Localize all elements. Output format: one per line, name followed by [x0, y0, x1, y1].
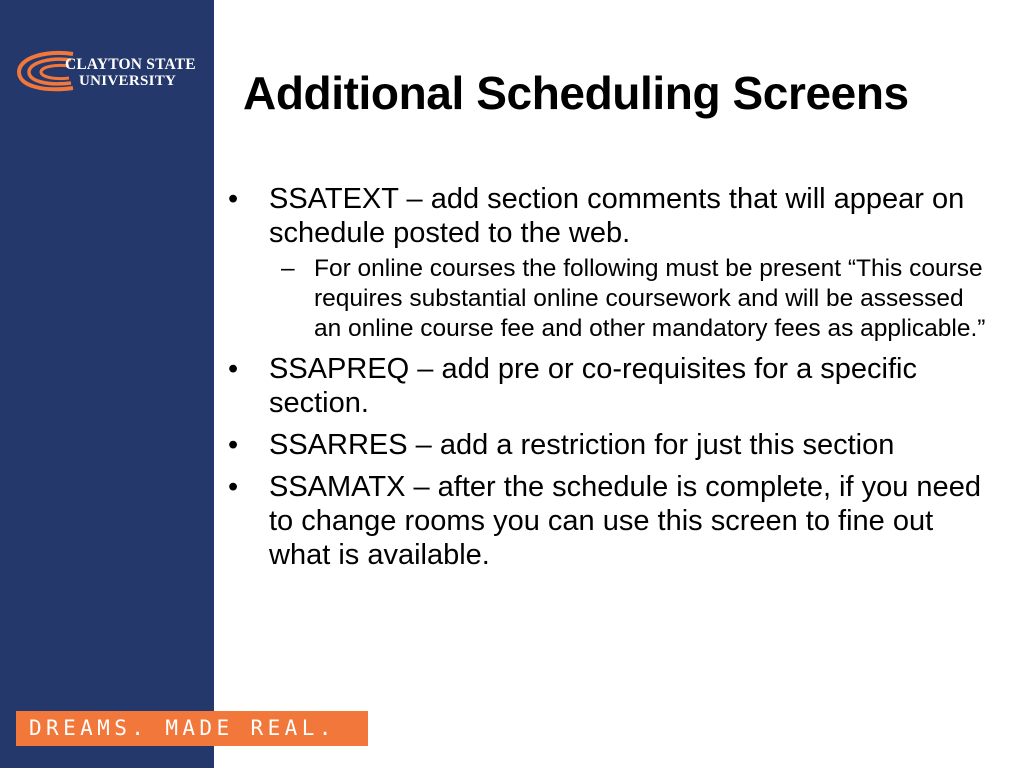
bullet-text: SSAPREQ – add pre or co-requisites for a specific section. [269, 353, 917, 419]
bullet-text: SSATEXT – add section comments that will appear on schedule posted to the web. [269, 183, 965, 249]
bullet-marker-icon: • [228, 471, 239, 503]
bullet-item [228, 352, 988, 420]
logo-text-university: UNIVERSITY [79, 73, 177, 89]
bullet-marker-icon: • [228, 429, 239, 461]
bullet-marker-icon: • [228, 183, 239, 215]
bullet-marker-icon: • [228, 353, 239, 385]
bullet-item [228, 182, 988, 250]
bullet-text: SSARRES – add a restriction for just this section [269, 429, 895, 461]
tagline-banner [16, 711, 368, 746]
sidebar-band [0, 0, 214, 768]
tagline-text: DREAMS. MADE REAL. [29, 716, 336, 740]
sub-bullet-item [228, 254, 988, 344]
bullet-item [228, 428, 988, 462]
bullet-list [228, 182, 988, 572]
bullet-text: For online courses the following must be present “This course requires substantial online coursework and will be assessed an online course fee and other mandatory fees as applicable.” [314, 255, 986, 342]
bullet-item [228, 470, 988, 572]
bullet-text: SSAMATX – after the schedule is complete, if you need to change rooms you can use this screen to fine out what is available. [269, 471, 981, 571]
university-logo [15, 42, 195, 102]
slide-title: Additional Scheduling Screens [243, 67, 909, 119]
logo-text-clayton-state: CLAYTON STATE [65, 56, 196, 73]
dash-marker-icon: – [281, 255, 295, 282]
